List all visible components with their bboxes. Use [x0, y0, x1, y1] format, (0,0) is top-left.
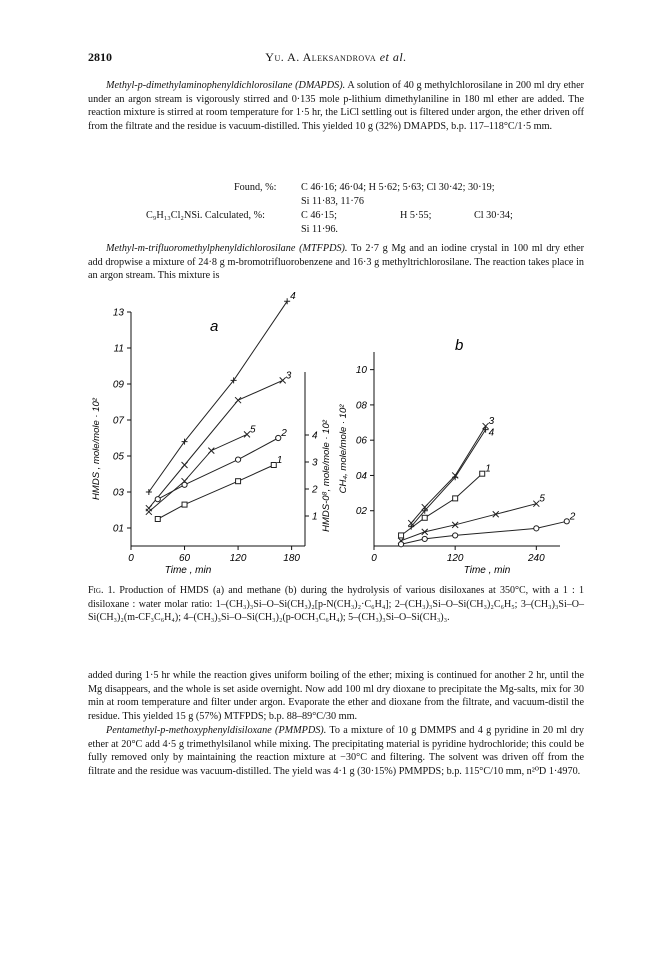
a-series-2-point	[235, 457, 240, 462]
section-text-dmapds: A solution of 40 g methylchlorosilane in 200 ml dry ether under an argon stream is vigorously stirred and 0·135 mole p-lithium dimethylaniline in 180 ml ether are added. The reaction mixture is stirred at room temperature for 1·5 hr, the LiCl settling out is filtered under argon, the ether driven off from the filtrate and the residue is vacuum-distilled. This yielded 10 g (32%) DMAPDS, b.p. 117–118°C/1·5 mm.	[88, 80, 584, 133]
a-series-1-point	[155, 517, 160, 522]
a-y2-tick-label: 3	[312, 457, 318, 469]
panel-b	[338, 337, 576, 576]
b-series-2-point	[453, 533, 458, 538]
page-header	[88, 50, 584, 66]
section-text-continued: added during 1·5 hr while the reaction gives uniform boiling of the ether; mixing is continued for another 2 hr, until the Mg disappears, and the whole is set aside overnight. Now add 100 ml dry dioxane to precipitate the Mg-salts, mix for 30 min at room temperature and filter under argon. Evaporate the ether and dioxane from the filtrate, and vacuum-distil the residue. This yielded 15 g (57%) MTFPDS; b.p. 88–89°C/30 mm.	[88, 670, 584, 723]
formula: C₉H₁₃Cl₂NSi. Calculated, %:	[146, 210, 265, 221]
b-series-1-point	[453, 496, 458, 501]
b-series-3-label: 3	[488, 416, 495, 428]
panel-a	[91, 291, 332, 576]
section-title-dmapds: Methyl-p-dimethylaminophenyldichlorosilane (DMAPDS).	[106, 80, 346, 91]
running-head	[88, 50, 584, 65]
found-label: Found, %:	[234, 182, 277, 193]
a-series-1-line	[158, 465, 274, 519]
found-line1: C 46·16; 46·04; H 5·62; 5·63; Cl 30·42; 30·19;	[301, 182, 495, 193]
panel-a-xlabel: Time , min	[164, 565, 212, 576]
panel-b-letter: b	[455, 337, 464, 354]
figure-caption	[88, 584, 584, 625]
a-series-5-point	[208, 448, 214, 454]
a-series-2-point	[276, 435, 281, 440]
a-series-5-label: 5	[250, 424, 256, 436]
a-x-tick-label: 180	[283, 553, 300, 564]
b-series-1-line	[401, 474, 482, 536]
b-series-1-point	[480, 471, 485, 476]
a-series-4-point	[146, 489, 152, 495]
section-text-mtfpds: To 2·7 g Mg and an iodine crystal in 100 ml dry ether add dropwise a mixture of 24·8 g m-bromotrifluorobenzene and 16·3 g methyltrichlorosilane. The reaction takes place in an argon stream. This mixture is	[88, 243, 584, 282]
b-series-2-point	[398, 542, 403, 547]
a-series-5-line	[149, 434, 247, 511]
b-x-tick-label: 0	[371, 553, 377, 564]
b-y-tick-label: 04	[355, 470, 367, 482]
section-title-mtfpds: Methyl-m-trifluoromethylphenyldichlorosilane (MTFPDS).	[106, 243, 348, 254]
caption-label: Fig. 1.	[88, 585, 116, 596]
b-series-2-point	[564, 519, 569, 524]
a-y-tick-label: 07	[112, 415, 124, 427]
panel-b-ylabel: CH₄, mole/mole · 10²	[338, 404, 349, 494]
a-series-3-line	[149, 380, 283, 508]
b-series-5-label: 5	[539, 493, 545, 505]
panel-b-xlabel: Time , min	[463, 565, 511, 576]
b-y-tick-label: 02	[355, 506, 367, 518]
page-number: 2810	[88, 50, 112, 64]
a-x-tick-label: 60	[178, 553, 191, 564]
a-series-2-point	[155, 497, 160, 502]
b-x-tick-label: 240	[527, 553, 545, 564]
caption-text: Production of HMDS (a) and methane (b) during the hydrolysis of various disiloxanes at 350°C, with a 1 : 1 disiloxane : water molar ratio: 1–(CH₃)₃Si–O–Si(CH₃)₂[p-N(CH₃)₂·C₆H₄]; 2–(CH₃)₃Si–O–Si(CH₃)₂C₆H₅; 3–(CH₃)₃Si–O–Si(CH₃)₂(m-CF₃C₆H₄); 4–(CH₃)₃Si–O–Si(CH₃)₂(p-OCH₃C₆H₄); 5–(CH₃)₃Si–O–Si(CH₃)₃.	[88, 585, 584, 623]
panel-a-y2label: HMDS-0⁸, mole/mole · 10²	[321, 420, 332, 532]
b-y-tick-label: 10	[355, 365, 367, 377]
a-y-tick-label: 05	[112, 451, 124, 463]
a-series-3-point	[182, 462, 188, 468]
panel-a-ylabel: HMDS , mole/mole · 10²	[91, 398, 102, 500]
calc-c: C 46·15;	[301, 210, 337, 221]
a-series-4-label: 4	[290, 291, 296, 303]
b-y-tick-label: 08	[355, 400, 367, 412]
calc-si: Si 11·96.	[301, 224, 338, 235]
section-continued	[88, 669, 584, 779]
a-series-1-label: 1	[276, 455, 283, 466]
section-title-pmmpds: Pentamethyl-p-methoxyphenyldisiloxane (PMMPDS).	[106, 724, 327, 736]
b-series-5-line	[401, 504, 536, 541]
section-text-pmmpds: To a mixture of 10 g DMMPS and 4 g pyridine in 20 ml dry ether at 20°C add 4·5 g trimethylsilanol while mixing. The precipitating material is pyridine hydrochloride; this could be fully removed only by maintaining the reaction mixture at −30°C and filtering. The solvent was driven off from the filtrate and the residue was vacuum-distilled. The yield was 4·1 g (30·15%) PMMPDS; b.p. 115°C/10 mm, n²⁰D 1·4970.	[88, 724, 584, 777]
a-series-2-point	[182, 482, 187, 487]
b-y-tick-label: 06	[355, 435, 367, 447]
running-head-author: Yu. A. Aleksandrova	[265, 50, 377, 64]
running-head-suffix: et al.	[379, 50, 407, 64]
calc-h: H 5·55;	[400, 210, 432, 221]
b-series-2-point	[422, 536, 427, 541]
section-dmapds	[88, 79, 584, 134]
a-series-1-point	[236, 479, 241, 484]
b-x-tick-label: 120	[446, 553, 464, 564]
a-y-tick-label: 03	[112, 487, 124, 499]
panel-a-letter: a	[210, 318, 219, 335]
a-y-tick-label: 09	[112, 379, 124, 391]
a-y2-tick-label: 2	[312, 484, 318, 496]
a-y2-tick-label: 1	[312, 511, 318, 523]
b-series-4-label: 4	[488, 427, 495, 439]
a-series-1-point	[182, 502, 187, 507]
figure-1	[0, 291, 672, 580]
section-mtfpds	[88, 242, 584, 283]
b-series-3-line	[411, 426, 485, 523]
a-series-3-point	[235, 397, 241, 403]
a-y2-tick-label: 4	[312, 430, 318, 442]
b-series-1-point	[399, 533, 404, 538]
b-series-1-label: 1	[485, 463, 491, 475]
a-series-1-point	[271, 463, 276, 468]
calc-cl: Cl 30·34;	[474, 210, 513, 221]
a-y-tick-label: 01	[112, 523, 124, 535]
a-x-tick-label: 0	[128, 553, 134, 564]
b-series-2-point	[534, 526, 539, 531]
b-series-1-point	[422, 515, 427, 520]
a-y-tick-label: 11	[113, 343, 124, 355]
b-series-2-label: 2	[569, 511, 576, 523]
a-series-2-label: 2	[281, 428, 287, 439]
found-line2: Si 11·83, 11·76	[301, 196, 364, 207]
a-series-5-point	[146, 509, 152, 515]
a-y-tick-label: 13	[112, 307, 124, 319]
a-series-3-label: 3	[285, 370, 292, 382]
a-x-tick-label: 120	[229, 553, 247, 564]
